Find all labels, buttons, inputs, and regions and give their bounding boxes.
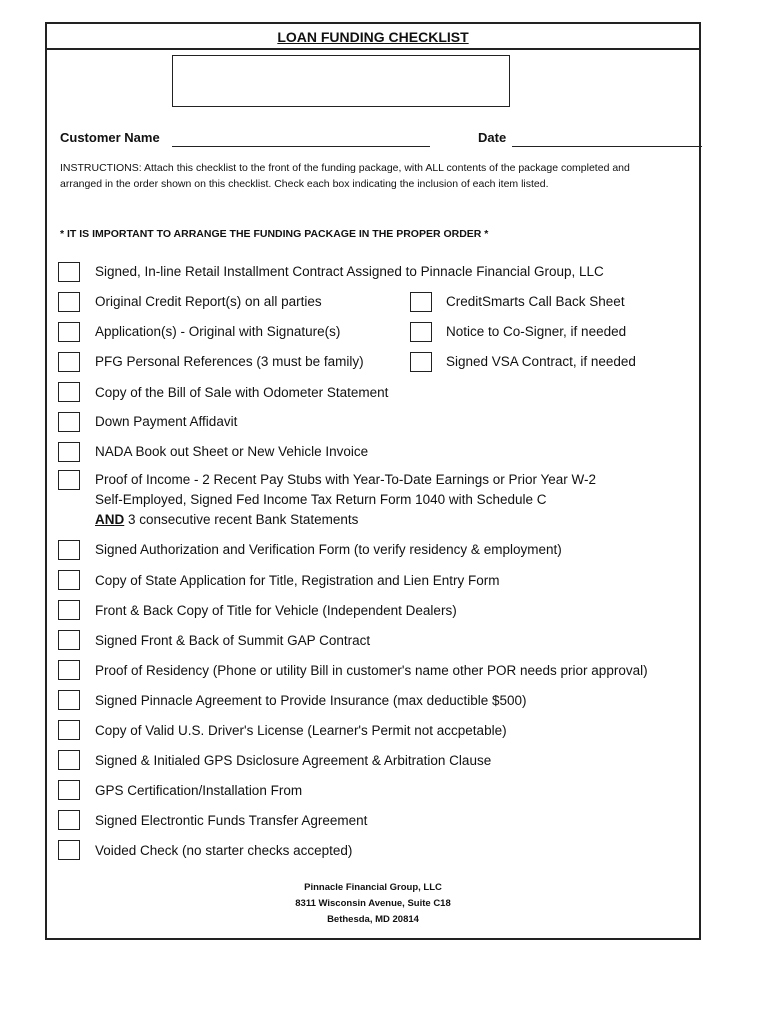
checkbox-bill-of-sale[interactable]	[58, 382, 80, 402]
checkbox-authorization-form[interactable]	[58, 540, 80, 560]
item-eft-agreement: Signed Electrontic Funds Transfer Agreement	[95, 813, 368, 828]
checkbox-drivers-license[interactable]	[58, 720, 80, 740]
footer-company: Pinnacle Financial Group, LLC	[304, 882, 442, 893]
item-creditsmarts: CreditSmarts Call Back Sheet	[446, 294, 625, 309]
item-income-line-1: Proof of Income - 2 Recent Pay Stubs with Year-To-Date Earnings or Prior Year W-2	[95, 472, 596, 487]
date-field[interactable]	[512, 146, 702, 147]
item-insurance-agreement: Signed Pinnacle Agreement to Provide Insurance (max deductible $500)	[95, 693, 527, 708]
customer-name-label: Customer Name	[60, 130, 160, 145]
form-title: LOAN FUNDING CHECKLIST	[277, 29, 469, 45]
checkbox-proof-of-residency[interactable]	[58, 660, 80, 680]
checkbox-nada-sheet[interactable]	[58, 442, 80, 462]
checkbox-voided-check[interactable]	[58, 840, 80, 860]
item-cosigner-notice: Notice to Co-Signer, if needed	[446, 324, 627, 339]
income-and-emphasis: AND	[95, 512, 125, 527]
footer-city: Bethesda, MD 20814	[327, 914, 419, 925]
checkbox-credit-report[interactable]	[58, 292, 80, 312]
item-gps-certification: GPS Certification/Installation From	[95, 783, 303, 798]
checkbox-application[interactable]	[58, 322, 80, 342]
item-authorization-form: Signed Authorization and Verification Form (to verify residency & employment)	[95, 542, 562, 557]
checkbox-gap-contract[interactable]	[58, 630, 80, 650]
checkbox-down-payment[interactable]	[58, 412, 80, 432]
item-bill-of-sale: Copy of the Bill of Sale with Odometer Statement	[95, 385, 389, 400]
item-vsa-contract: Signed VSA Contract, if needed	[446, 354, 636, 369]
income-line-3-rest: 3 consecutive recent Bank Statements	[124, 512, 359, 527]
checkbox-gps-certification[interactable]	[58, 780, 80, 800]
item-references: PFG Personal References (3 must be family)	[95, 354, 364, 369]
customer-name-field[interactable]	[172, 146, 430, 147]
checkbox-gps-disclosure[interactable]	[58, 750, 80, 770]
item-proof-of-residency: Proof of Residency (Phone or utility Bill in customer's name other POR needs prior approval)	[95, 663, 648, 678]
footer-street: 8311 Wisconsin Avenue, Suite C18	[295, 898, 451, 909]
item-title-application: Copy of State Application for Title, Registration and Lien Entry Form	[95, 573, 500, 588]
item-application: Application(s) - Original with Signature(s)	[95, 324, 341, 339]
form-title-bar	[45, 22, 701, 50]
item-title-copy: Front & Back Copy of Title for Vehicle (Independent Dealers)	[95, 603, 457, 618]
item-nada-sheet: NADA Book out Sheet or New Vehicle Invoice	[95, 444, 369, 459]
checkbox-references[interactable]	[58, 352, 80, 372]
checkbox-creditsmarts[interactable]	[410, 292, 432, 312]
checkbox-eft-agreement[interactable]	[58, 810, 80, 830]
item-income-line-2: Self-Employed, Signed Fed Income Tax Return Form 1040 with Schedule C	[95, 492, 547, 507]
checkbox-vsa-contract[interactable]	[410, 352, 432, 372]
checkbox-insurance-agreement[interactable]	[58, 690, 80, 710]
date-label: Date	[478, 130, 507, 145]
checkbox-proof-of-income[interactable]	[58, 470, 80, 490]
instructions-text: INSTRUCTIONS: Attach this checklist to the front of the funding package, with ALL contents of the package completed and arranged in the order shown on this checklist. Check each box indicating the inclusion of each item listed.	[60, 162, 630, 190]
important-notice: * IT IS IMPORTANT TO ARRANGE THE FUNDING PACKAGE IN THE PROPER ORDER *	[60, 228, 489, 240]
checkbox-title-application[interactable]	[58, 570, 80, 590]
item-gps-disclosure: Signed & Initialed GPS Dsiclosure Agreement & Arbitration Clause	[95, 753, 492, 768]
item-income-line-3	[95, 510, 358, 530]
item-gap-contract: Signed Front & Back of Summit GAP Contract	[95, 633, 371, 648]
checkbox-title-copy[interactable]	[58, 600, 80, 620]
item-voided-check: Voided Check (no starter checks accepted)	[95, 843, 353, 858]
checkbox-retail-contract[interactable]	[58, 262, 80, 282]
checkbox-cosigner-notice[interactable]	[410, 322, 432, 342]
item-credit-report: Original Credit Report(s) on all parties	[95, 294, 322, 309]
item-down-payment: Down Payment Affidavit	[95, 414, 238, 429]
dealer-stamp-box[interactable]	[172, 55, 510, 107]
item-retail-contract: Signed, In-line Retail Installment Contract Assigned to Pinnacle Financial Group, LLC	[95, 264, 604, 279]
item-drivers-license: Copy of Valid U.S. Driver's License (Learner's Permit not accpetable)	[95, 723, 507, 738]
